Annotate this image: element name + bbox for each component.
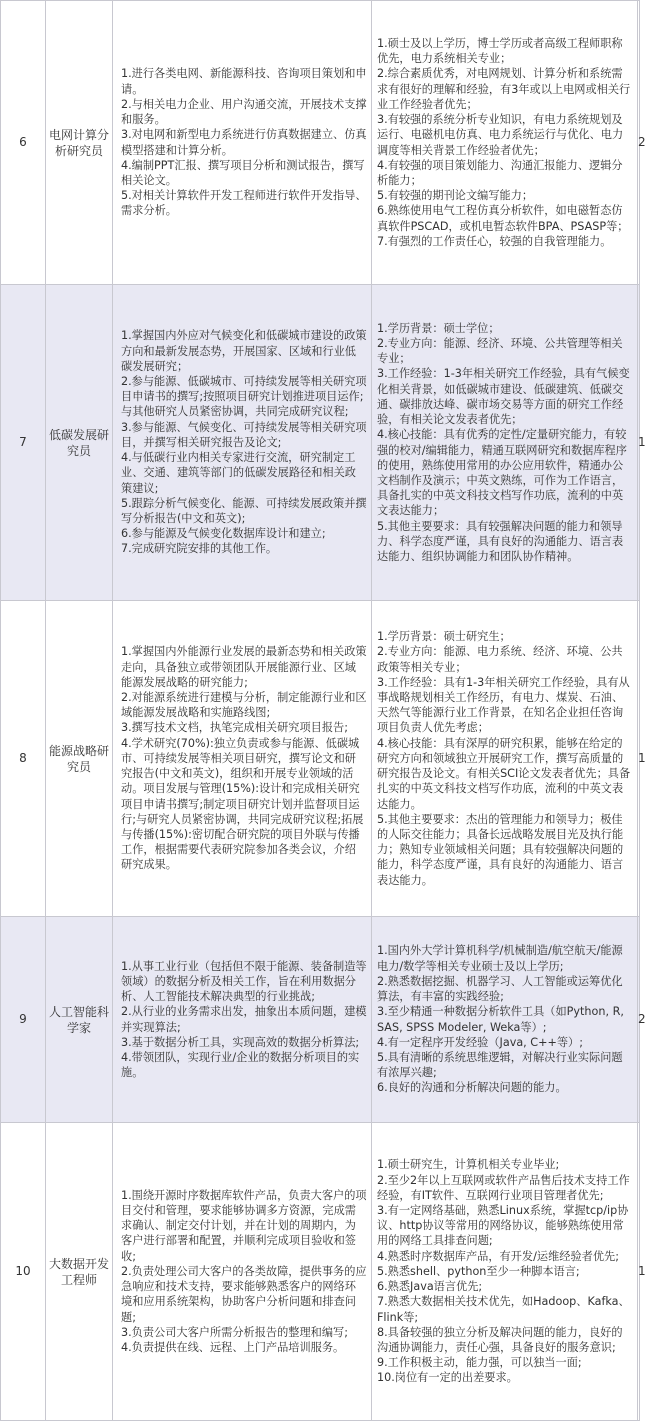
requirements-cell (372, 1, 638, 285)
requirements-cell (372, 285, 638, 601)
headcount: 1 (638, 285, 640, 601)
duty-item: 2.与相关电力企业、用户沟通交流，开展技术支撑和服务。 (121, 97, 367, 127)
requirement-item: 2.至少2年以上互联网或软件产品售后技术支持工作经验，有IT软件、互联网行业项目管理者优先; (377, 1173, 630, 1202)
requirement-item: 3.有较强的系统分析专业知识，有电力系统规划及运行、电磁机电仿真、电力系统运行与优化、电力调度等相关背景工作经验者优先； (377, 113, 624, 157)
requirement-item: 5.有较强的期刊论文编写能力； (377, 189, 534, 203)
requirement-item: 5.熟悉shell、python至少一种脚本语言; (377, 1264, 580, 1278)
requirement-item: 2.熟悉数据挖掘、机器学习、人工智能或运筹优化算法，有丰富的实践经验; (377, 974, 623, 1004)
duty-item: 3.负责公司大客户所需分析报告的整理和编写; (121, 1325, 349, 1339)
requirement-item: 3.工作经验：具有1-3年相关研究工作经验，具有从事战略规划相关工作经历，有电力、煤炭、石油、天然气等能源行业工作背景，在知名企业担任咨询项目负责人优先考虑； (377, 675, 630, 735)
requirement-item: 1.国内外大学计算机科学/机械制造/航空航天/能源电力/数学等相关专业硕士及以上学历; (377, 944, 623, 973)
position-title: 大数据开发工程师 (46, 1123, 113, 1421)
duty-item: 4.编制PPT汇报、撰写项目分析和测试报告，撰写相关论文。 (121, 158, 365, 187)
duty-item: 1.从事工业行业（包括但不限于能源、装备制造等领域）的数据分析及相关工作，旨在利用数据分析、人工智能技术解决典型的行业挑战; (121, 959, 367, 1004)
duty-item: 6.参与能源及气候变化数据库设计和建立; (121, 527, 326, 541)
requirement-item: 2.专业方向：能源、电力系统、经济、环境、公共政策等相关专业； (377, 645, 623, 674)
duty-item: 3.参与能源、气候变化、可持续发展等相关研究项目，并撰写相关研究报告及论文; (121, 420, 367, 449)
requirement-item: 4.有较强的项目策划能力、沟通汇报能力、逻辑分析能力； (377, 158, 623, 187)
requirement-item: 5.其他主要要求：杰出的管理能力和领导力；极佳的人际交往能力；具备长远战略发展目光及执行能力；熟知专业领域相关问题；具有较强解决问题的能力，科学态度严谨，具有良好的沟通能力、语言表达能力。 (377, 812, 624, 887)
table-row (1, 285, 640, 601)
requirement-item: 7.熟悉大数据相关技术优先，如Hadoop、Kafka、Flink等; (377, 1295, 630, 1324)
requirement-item: 1.学历背景：硕士学位； (377, 321, 500, 335)
table-row (1, 1123, 640, 1421)
duties-cell (113, 1123, 372, 1421)
requirement-item: 4.有一定程序开发经验（Java, C++等）; (377, 1035, 583, 1049)
duty-item: 1.掌握国内外能源行业发展的最新态势和相关政策走向，具备独立或带领团队开展能源行业、区域能源发展战略的研究能力; (121, 645, 367, 689)
requirement-item: 4.熟悉时序数据库产品，有开发/运维经验者优先; (377, 1249, 619, 1263)
requirement-item: 5.具有清晰的系统思维逻辑，对解决行业实际问题有浓厚兴趣; (377, 1050, 623, 1080)
row-number: 7 (1, 285, 46, 601)
headcount: 1 (638, 1123, 640, 1421)
duty-item: 5.对相关计算软件开发工程师进行软件开发指导、需求分析。 (121, 189, 367, 218)
requirement-item: 5.其他主要要求：具有较强解决问题的能力和领导力、科学态度严谨，具有良好的沟通能力、语言表达能力、组织协调能力和团队协作精神。 (377, 519, 624, 563)
requirement-item: 6.熟练使用电气工程仿真分析软件，如电磁暂态仿真软件PSCAD，或机电暂态软件BPA、PSASP等； (377, 204, 629, 233)
requirement-item: 6.熟悉Java语言优先; (377, 1280, 483, 1294)
headcount: 1 (638, 601, 640, 917)
duty-item: 1.围绕开源时序数据库软件产品，负责大客户的项目交付和管理，要求能够协调多方资源，完成需求确认、制定交付计划，并在计划的周期内，为客户进行部署和配置，并顺利完成项目验收和签收; (121, 1188, 367, 1263)
position-title: 能源战略研究员 (46, 601, 113, 917)
duty-item: 2.负责处理公司大客户的各类故障，提供事务的应急响应和技术支持，要求能够熟悉客户的网络环境和应用系统架构，协助客户分析问题和排查问题; (121, 1264, 367, 1324)
requirement-item: 8.具备较强的独立分析及解决问题的能力，良好的沟通协调能力，责任心强，具备良好的服务意识; (377, 1325, 623, 1354)
duty-item: 2.参与能源、低碳城市、可持续发展等相关研究项目申请书的撰写;按照项目研究计划推进项目运作;与其他研究人员紧密协调，共同完成研究议程; (121, 375, 367, 419)
job-table-body (1, 1, 646, 1421)
table-row (1, 1, 640, 285)
requirement-item: 4.核心技能：具有深厚的研究积累，能够在给定的研究方向和领域独立开展研究工作，撰写高质量的研究报告及论文。有相关SCI论文发表者优先；具备扎实的中英文科技文档写作功底，流利的中英文表达能力。 (377, 736, 631, 811)
requirement-item: 1.硕士及以上学历，博士学历或者高级工程师职称优先，电力系统相关专业； (377, 37, 623, 66)
requirement-item: 4.核心技能：具有优秀的定性/定量研究能力，有较强的校对/编辑能力，精通互联网研究和数据库程序的使用，熟练使用常用的办公应用软件，精通办公文档制作及演示；中英文熟练，可作为工作语言，具备扎实的中英文科技文档写作功底，流利的中英文表达能力； (377, 428, 627, 518)
requirements-cell (372, 1123, 638, 1421)
row-number: 8 (1, 601, 46, 917)
position-title: 人工智能科学家 (46, 917, 113, 1123)
row-number: 6 (1, 1, 46, 285)
position-title: 低碳发展研究员 (46, 285, 113, 601)
requirement-item: 1.学历背景：硕士研究生； (377, 630, 511, 644)
duty-item: 1.掌握国内外应对气候变化和低碳城市建设的政策方向和最新发展态势，开展国家、区域和行业低碳发展研究； (121, 329, 367, 373)
duty-item: 1.进行各类电网、新能源科技、咨询项目策划和申请。 (121, 67, 367, 96)
position-title: 电网计算分析研究员 (46, 1, 113, 285)
requirements-cell (372, 917, 638, 1123)
requirements-cell (372, 601, 638, 917)
duty-item: 2.从行业的业务需求出发，抽象出本质问题，建模并实现算法; (121, 1005, 367, 1034)
requirement-item: 2.专业方向：能源、经济、环境、公共管理等相关专业； (377, 337, 623, 366)
requirement-item: 1.硕士研究生，计算机相关专业毕业; (377, 1158, 560, 1172)
duty-item: 4.与低碳行业内相关专家进行交流，研究制定工业、交通、建筑等部门的低碳发展路径和相关政策建议; (121, 451, 356, 495)
requirement-item: 10.岗位有一定的出差要求。 (377, 1371, 518, 1385)
table-row (1, 601, 640, 917)
duties-cell (113, 601, 372, 917)
duties-cell (113, 917, 372, 1123)
requirement-item: 7.有强烈的工作责任心，较强的自我管理能力。 (377, 234, 612, 248)
headcount: 2 (638, 917, 640, 1123)
duty-item: 3.对电网和新型电力系统进行仿真数据建立、仿真模型搭建和计算分析。 (121, 128, 367, 157)
requirement-item: 3.工作经验：1-3年相关研究工作经验，具有气候变化相关背景，如低碳城市建设、低碳建筑、低碳交通、碳排放达峰、碳市场交易等方面的研究工作经验，有相关论文发表者优先； (377, 367, 630, 427)
duty-item: 3.撰写技术文档，执笔完成相关研究项目报告; (121, 721, 349, 735)
requirement-item: 9.工作积极主动，能力强，可以独当一面; (377, 1356, 582, 1370)
duty-item: 2.对能源系统进行建模与分析，制定能源行业和区域能源发展战略和实施路线图; (121, 691, 367, 720)
requirement-item: 6.良好的沟通和分析解决问题的能力。 (377, 1081, 567, 1095)
requirement-item: 3.有一定网络基础，熟悉Linux系统，掌握tcp/ip协议、http协议等常用的网络协议，能够熟练使用常用的网络工具排查问题; (377, 1204, 629, 1248)
requirement-item: 2.综合素质优秀，对电网规划、计算分析和系统需求有很好的理解和经验，有3年或以上电网或相关行业工作经验者优先； (377, 67, 631, 111)
duty-item: 4.负责提供在线、远程、上门产品培训服务。 (121, 1340, 345, 1354)
headcount: 2 (638, 1, 640, 285)
table-row (1, 917, 640, 1123)
row-number: 10 (1, 1123, 46, 1421)
duty-item: 3.基于数据分析工具，实现高效的数据分析算法; (121, 1035, 360, 1049)
duty-item: 5.跟踪分析气候变化、能源、可持续发展政策并撰写分析报告(中文和英文); (121, 496, 367, 525)
requirement-item: 3.至少精通一种数据分析软件工具（如Python, R, SAS, SPSS Modeler, Weka等）; (377, 1005, 624, 1034)
row-number: 9 (1, 917, 46, 1123)
duties-cell (113, 1, 372, 285)
duty-item: 7.完成研究院安排的其他工作。 (121, 542, 278, 556)
duties-cell (113, 285, 372, 601)
duty-item: 4.带领团队，实现行业/企业的数据分析项目的实施。 (121, 1050, 360, 1080)
duty-item: 4.学术研究(70%):独立负责或参与能源、低碳城市、可持续发展等相关项目研究，撰写论文和研究报告(中文和英文)，组织和开展专业领域的活动。项目发展与管理(15%):设计和完成相关研究项目申请书撰写;制定项目研究计划并监督项目运行;与研究人员紧密协调，共同完成研究议程;拓展与传播(15%):密切配合研究院的项目外联与传播工作，根据需要代表研究院参加各类会议，介绍研究成果。 (121, 736, 364, 872)
